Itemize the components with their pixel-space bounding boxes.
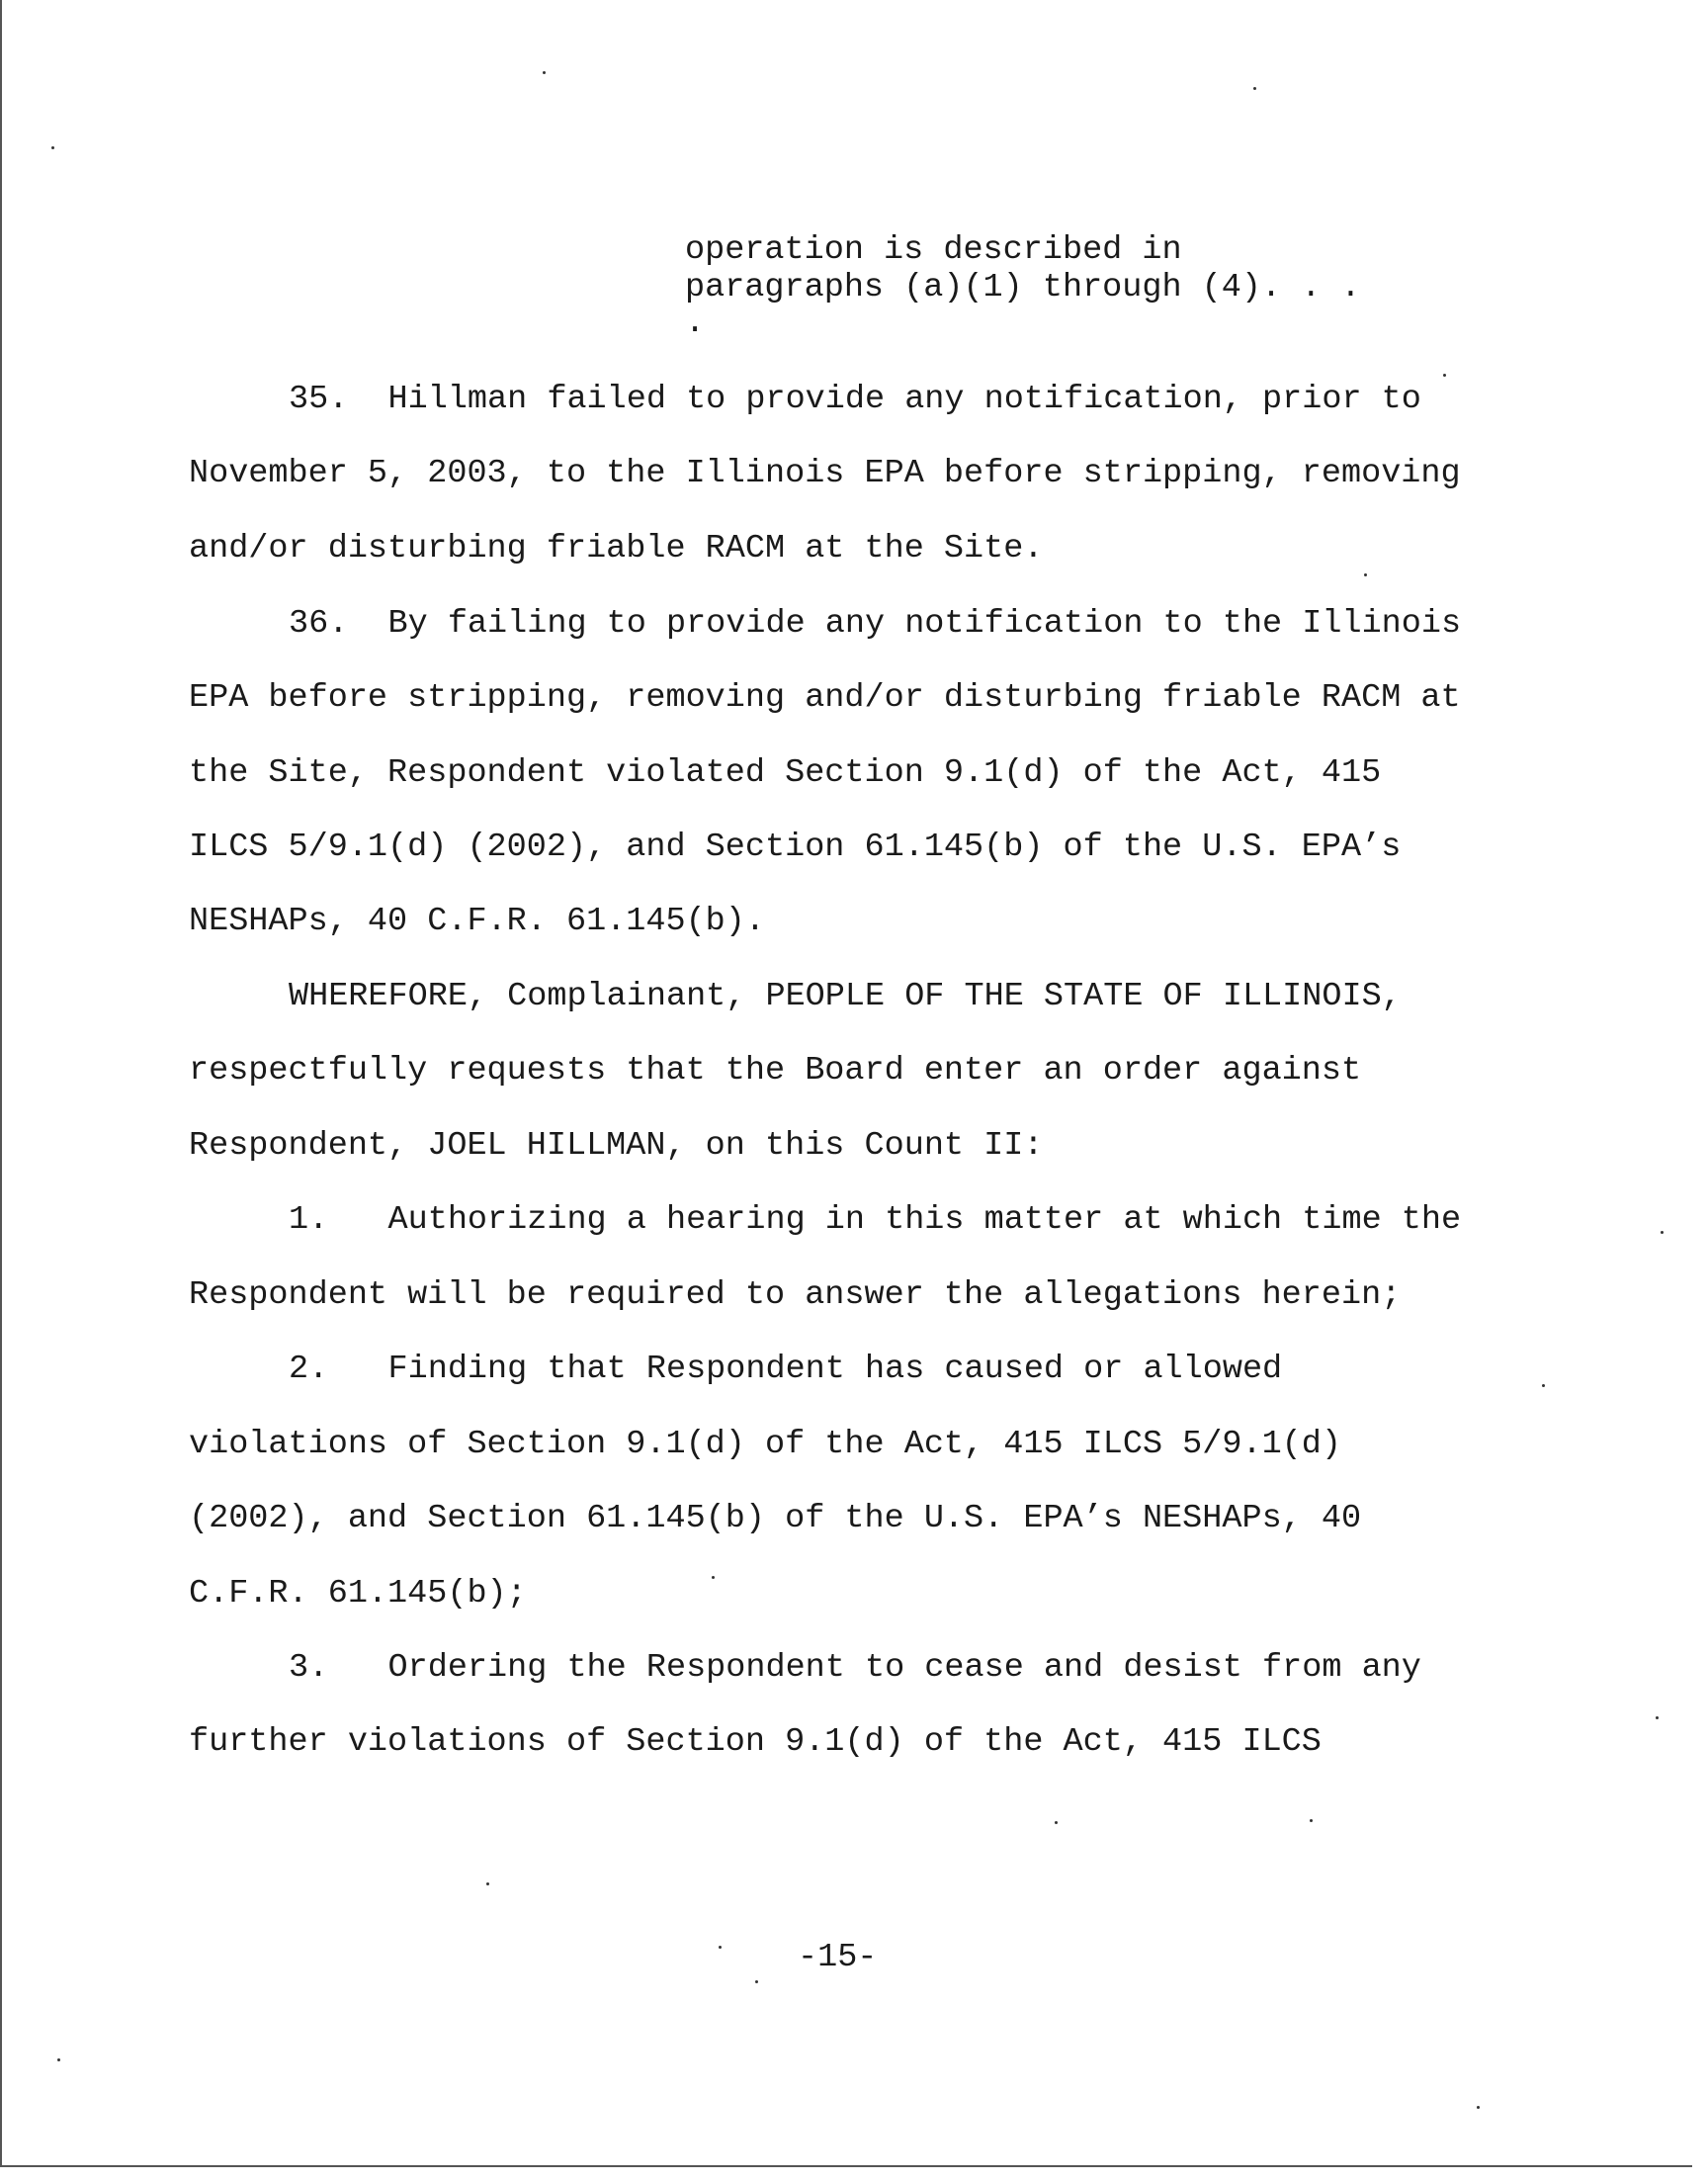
quote-line: paragraphs (a)(1) through (4). . .	[685, 269, 1361, 306]
scan-speck	[719, 1946, 722, 1949]
scan-border-left	[0, 0, 2, 2167]
body-line: the Site, Respondent violated Section 9.1(d) of the Act, 415	[189, 754, 1382, 792]
body-line: (2002), and Section 61.145(b) of the U.S. EPA’s NESHAPs, 40	[189, 1500, 1362, 1537]
scan-speck	[712, 1576, 715, 1579]
scan-speck	[1055, 1821, 1058, 1824]
body-line: further violations of Section 9.1(d) of the Act, 415 ILCS	[189, 1723, 1322, 1761]
scan-speck	[1253, 87, 1256, 90]
body-line: 35. Hillman failed to provide any notification, prior to	[289, 381, 1421, 418]
scan-speck	[543, 71, 546, 74]
body-line: Respondent, JOEL HILLMAN, on this Count II:	[189, 1127, 1044, 1165]
body-line: 3. Ordering the Respondent to cease and desist from any	[289, 1649, 1421, 1687]
body-line: November 5, 2003, to the Illinois EPA before stripping, removing	[189, 455, 1461, 492]
body-line: 36. By failing to provide any notification to the Illinois	[289, 605, 1462, 643]
scan-speck	[1656, 1716, 1659, 1719]
body-line: 1. Authorizing a hearing in this matter at which time the	[289, 1201, 1462, 1239]
body-line: respectfully requests that the Board enter an order against	[189, 1052, 1362, 1090]
scan-speck	[755, 1980, 758, 1983]
body-line: NESHAPs, 40 C.F.R. 61.145(b).	[189, 903, 765, 940]
body-line: WHEREFORE, Complainant, PEOPLE OF THE STATE OF ILLINOIS,	[289, 978, 1402, 1015]
body-line: C.F.R. 61.145(b);	[189, 1575, 527, 1613]
body-line: and/or disturbing friable RACM at the Site.	[189, 530, 1044, 568]
scan-speck	[1443, 374, 1446, 377]
body-line: 2. Finding that Respondent has caused or allowed	[289, 1351, 1283, 1388]
body-line: Respondent will be required to answer the allegations herein;	[189, 1276, 1402, 1314]
scan-speck	[486, 1882, 489, 1885]
scan-speck	[57, 2058, 60, 2061]
page-number: -15-	[798, 1939, 878, 1976]
scan-speck	[1661, 1231, 1664, 1234]
body-line: ILCS 5/9.1(d) (2002), and Section 61.145(b) of the U.S. EPA’s	[189, 829, 1402, 866]
scan-speck	[1310, 1819, 1313, 1822]
body-line: EPA before stripping, removing and/or disturbing friable RACM at	[189, 679, 1461, 717]
scan-speck	[1364, 573, 1367, 576]
scan-speck	[51, 146, 54, 149]
scan-speck	[1542, 1384, 1545, 1387]
quote-line: operation is described in	[685, 231, 1182, 269]
scan-border-bottom	[0, 2165, 1692, 2167]
quote-line: .	[685, 305, 706, 342]
scan-speck	[1477, 2106, 1480, 2109]
body-line: violations of Section 9.1(d) of the Act, 415 ILCS 5/9.1(d)	[189, 1426, 1341, 1463]
